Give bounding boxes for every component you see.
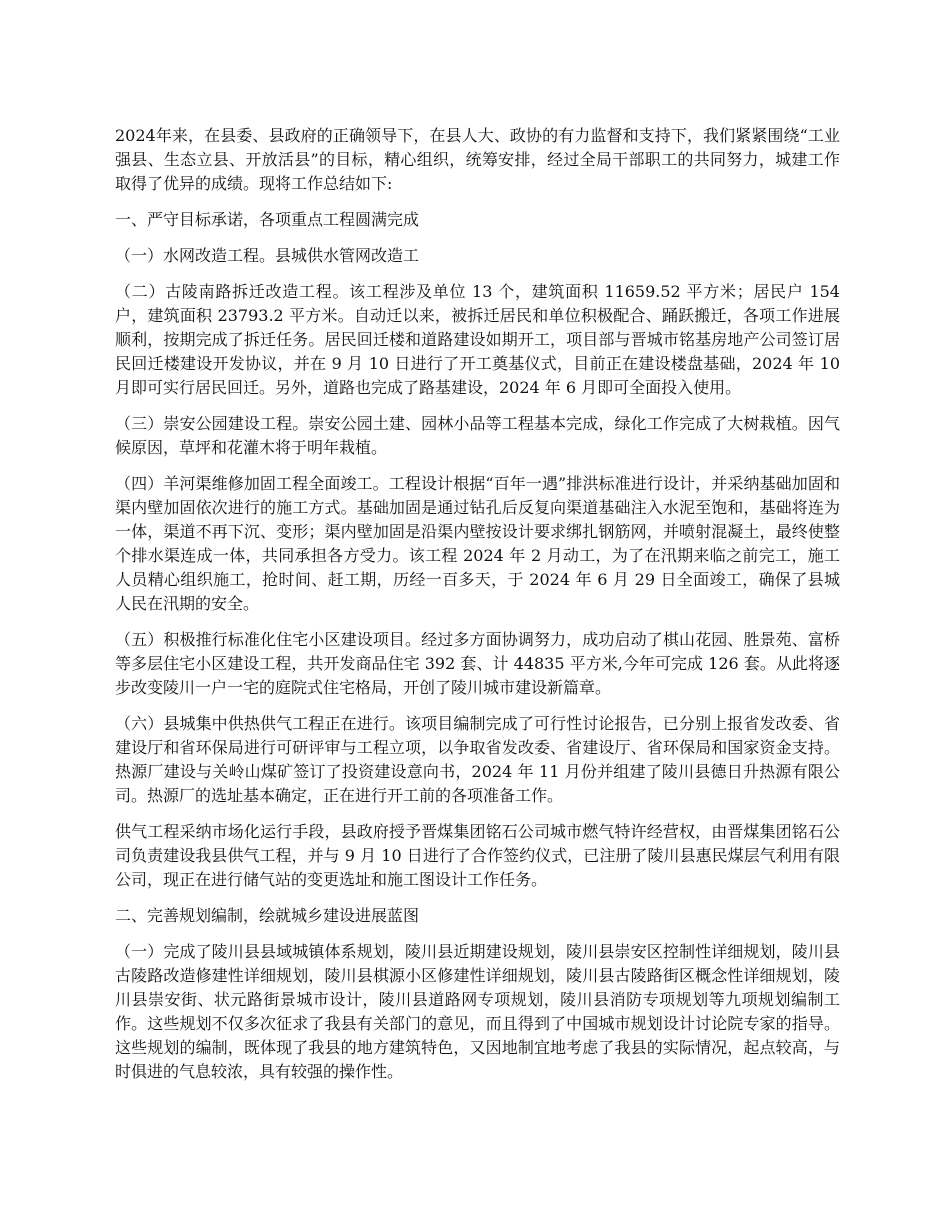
- item-yanghe-canal: （四）羊河渠维修加固工程全面竣工。工程设计根据“百年一遇”排洪标准进行设计，并采纳基础加固和渠内壁加固依次进行的施工方式。基础加固是通过钻孔后反复向渠道基础注入水泥至饱和，基础将连为一体，渠道不再下沉、变形；渠内壁加固是沿渠内壁按设计要求绑扎钢筋网，并喷射混凝土，最终使整个排水渠连成一体，共同承担各方受力。该工程 2024 年 2 月动工，为了在汛期来临之前完工，施工人员精心组织施工，抢时间、赶工期，历经一百多天，于 2024 年 6 月 29 日全面竣工，确保了县城人民在汛期的安全。: [115, 474, 840, 613]
- item-heating-gas-project: （六）县城集中供热供气工程正在进行。该项目编制完成了可行性讨论报告，已分别上报省发改委、省建设厅和省环保局进行可研评审与工程立项，以争取省发改委、省建设厅、省环保局和国家资金支持。热源厂建设与关岭山煤矿签订了投资建设意向书，2024 年 11 月份并组建了陵川县德日升热源有限公司。热源厂的选址基本确定，正在进行开工前的各项准备工作。: [115, 714, 840, 805]
- section-heading-1: 一、严守目标承诺，各项重点工程圆满完成: [115, 210, 420, 229]
- item-guling-south-road: （二）古陵南路拆迁改造工程。该工程涉及单位 13 个，建筑面积 11659.52 平方米；居民户 154 户，建筑面积 23793.2 平方米。自动迁以来，被拆迁居民和单位积极配合、踊跃搬迁，各项工作进展顺利，按期完成了拆迁任务。居民回迁楼和道路建设如期开工，项目部与晋城市铭基房地产公司签订居民回迁楼建设开发协议，并在 9 月 10 日进行了开工奠基仪式，目前正在建设楼盘基础，2024 年 10 月即可实行居民回迁。另外，道路也完成了路基建设，2024 年 6 月即可全面投入使用。: [115, 282, 840, 397]
- intro-paragraph: 2024年来，在县委、县政府的正确领导下，在县人大、政协的有力监督和支持下，我们紧紧围绕“工业强县、生态立县、开放活县”的目标，精心组织，统筹安排，经过全局干部职工的共同努力，城建工作取得了优异的成绩。现将工作总结如下:: [115, 126, 840, 193]
- gas-supply-paragraph: 供气工程采纳市场化运行手段，县政府授予晋煤集团铭石公司城市燃气特许经营权，由晋煤集团铭石公司负责建设我县供气工程，并与 9 月 10 日进行了合作签约仪式，已注册了陵川县惠民煤层气利用有限公司，现正在进行储气站的变更选址和施工图设计工作任务。: [115, 822, 840, 889]
- item-residential-projects: （五）积极推行标准化住宅小区建设项目。经过多方面协调努力，成功启动了棋山花园、胜景苑、富桥等多层住宅小区建设工程，共开发商品住宅 392 套、计 44835 平方米,今年可完成 126 套。从此将逐步改变陵川一户一宅的庭院式住宅格局，开创了陵川城市建设新篇章。: [115, 630, 840, 697]
- item-chongan-park: （三）崇安公园建设工程。崇安公园土建、园林小品等工程基本完成，绿化工作完成了大树栽植。因气候原因，草坪和花灌木将于明年栽植。: [115, 414, 840, 457]
- section-heading-2: 二、完善规划编制，绘就城乡建设进展蓝图: [115, 906, 420, 925]
- document-body: [115, 124, 840, 1096]
- planning-paragraph: （一）完成了陵川县县域城镇体系规划，陵川县近期建设规划，陵川县崇安区控制性详细规划，陵川县古陵路改造修建性详细规划，陵川县棋源小区修建性详细规划，陵川县古陵路街区概念性详细规划，陵川县崇安街、状元路街景城市设计，陵川县道路网专项规划，陵川县消防专项规划等九项规划编制工作。这些规划不仅多次征求了我县有关部门的意见，而且得到了中国城市规划设计讨论院专家的指导。这些规划的编制，既体现了我县的地方建筑特色，又因地制宜地考虑了我县的实际情况，起点较高，与时俱进的气息较浓，具有较强的操作性。: [115, 942, 840, 1081]
- item-water-network: （一）水网改造工程。县城供水管网改造工: [115, 246, 420, 265]
